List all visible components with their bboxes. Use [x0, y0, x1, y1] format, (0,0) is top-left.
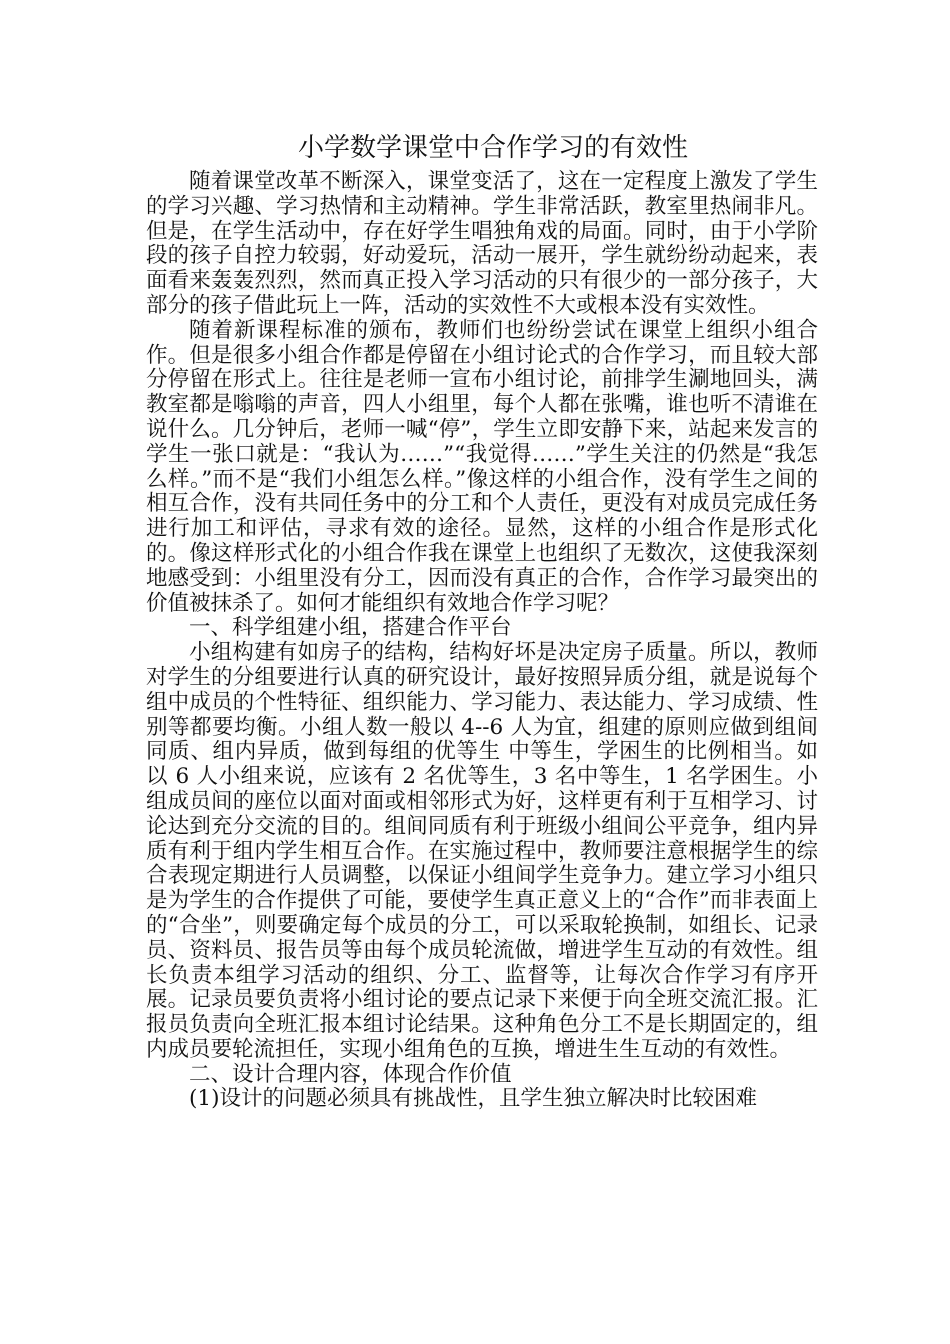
paragraph-problem: 随着新课程标准的颁布，教师们也纷纷尝试在课堂上组织小组合作。但是很多小组合作都是停留在小组讨论式的合作学习，而且较大部分停留在形式上。往往是老师一宣布小组讨论，前排学生涮地回头，满教室都是嗡嗡的声音，四人小组里，每个人都在张嘴，谁也听不清谁在说什么。几分钟后，老师一喊“停”，学生立即安静下来，站起来发言的学生一张口就是：“我认为……”“我觉得……”学生关注的仍然是“我怎么样。”而不是“我们小组怎么样。”像这样的小组合作，没有学生之间的相互合作，没有共同任务中的分工和个人责任，更没有对成员完成任务进行加工和评估，寻求有效的途径。显然，这样的小组合作是形式化的。像这样形式化的小组合作我在课堂上也组织了无数次，这使我深刻地感受到：小组里没有分工，因而没有真正的合作，合作学习最突出的价值被抹杀了。如何才能组织有效地合作学习呢？ [146, 317, 818, 616]
document-page [146, 128, 818, 1112]
section-heading-2: 二、设计合理内容，体现合作价值 [189, 1061, 512, 1087]
document-title: 小学数学课堂中合作学习的有效性 [297, 133, 688, 163]
section-heading-1: 一、科学组建小组，搭建合作平台 [189, 615, 512, 641]
paragraph-group-building: 小组构建有如房子的结构，结构好坏是决定房子质量。所以，教师对学生的分组要进行认真的研究设计，最好按照异质分组，就是说每个组中成员的个性特征、组织能力、学习能力、表达能力、学习成绩、性别等都要均衡。小组人数一般以 4--6 人为宜，组建的原则应做到组间同质、组内异质，做到每组的优等生 中等生，学困生的比例相当。如以 6 人小组来说，应该有 2 名优等生，3 名中等生，1 名学困生。小组成员间的座位以面对面或相邻形式为好，这样更有利于互相学习、讨论达到充分交流的目的。组间同质有利于班级小组间公平竞争，组内异质有利于组内学生相互合作。在实施过程中，教师要注意根据学生的综合表现定期进行人员调整，以保证小组间学生竞争力。建立学习小组只是为学生的合作提供了可能，要使学生真正意义上的“合作”而非表面上的“合坐”，则要确定每个成员的分工，可以采取轮换制，如组长、记录员、资料员、报告员等由每个成员轮流做，增进学生互动的有效性。组长负责本组学习活动的组织、分工、监督等，让每次合作学习有序开展。记录员要负责将小组讨论的要点记录下来便于向全班交流汇报。汇报员负责向全班汇报本组讨论结果。这种角色分工不是长期固定的，组内成员要轮流担任，实现小组角色的互换，增进生生互动的有效性。 [146, 640, 818, 1062]
list-item-1: (1)设计的问题必须具有挑战性，且学生独立解决时比较困难 [189, 1086, 757, 1112]
paragraph-intro: 随着课堂改革不断深入，课堂变活了，这在一定程度上激发了学生的学习兴趣、学习热情和主动精神。学生非常活跃，教室里热闹非凡。但是，在学生活动中，存在好学生唱独角戏的局面。同时，由于小学阶段的孩子自控力较弱，好动爱玩，活动一展开，学生就纷纷动起来，表面看来轰轰烈烈，然而真正投入学习活动的只有很少的一部分孩子，大部分的孩子借此玩上一阵，活动的实效性不大或根本没有实效性。 [146, 169, 818, 318]
